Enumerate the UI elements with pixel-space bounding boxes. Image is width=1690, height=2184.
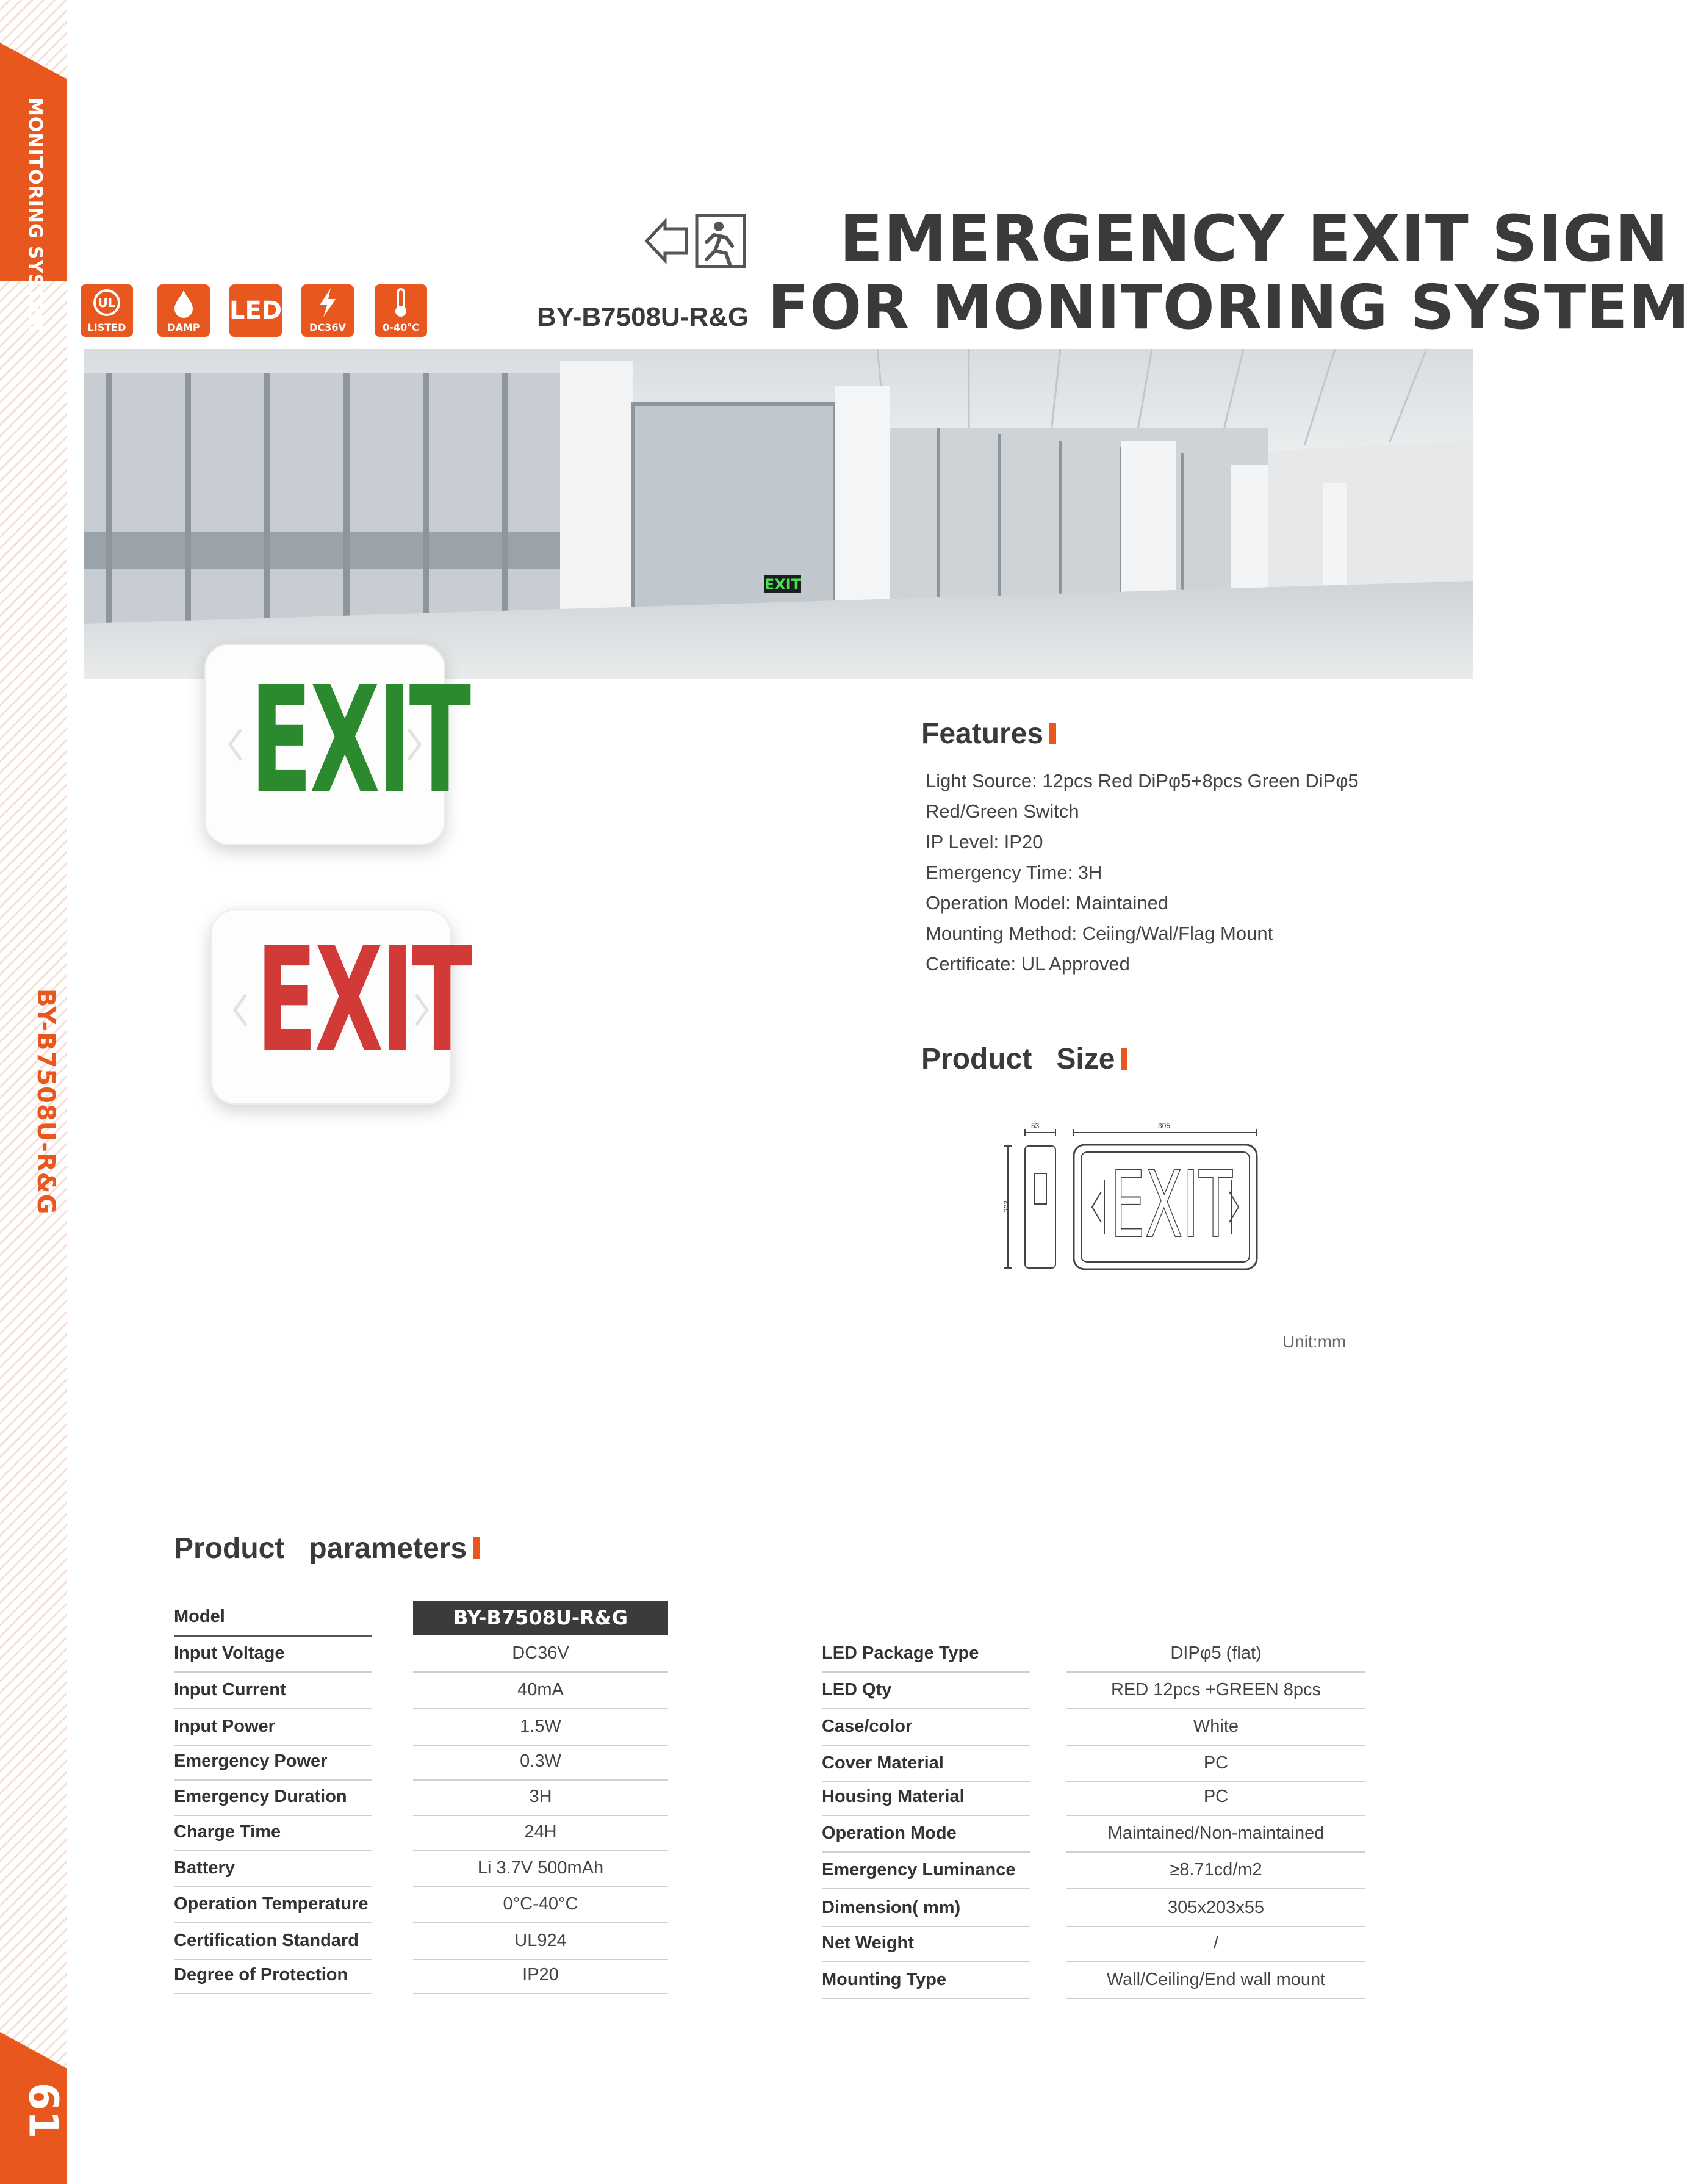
divider: [822, 1851, 1030, 1853]
dim-height: 203: [1002, 1200, 1012, 1213]
param-label: Housing Material: [822, 1787, 965, 1806]
lightning-icon: DC36V: [301, 284, 354, 337]
model-code: BY-B7508U-R&G: [537, 302, 749, 332]
param-label: Operation Temperature: [174, 1894, 369, 1914]
divider: [822, 1745, 1030, 1746]
hero-image: [84, 349, 1473, 679]
feature-item: Mounting Method: Ceiing/Wal/Flag Mount: [926, 923, 1273, 944]
param-value: 305x203x55: [1167, 1898, 1265, 1917]
param-label: LED Qty: [822, 1680, 892, 1699]
divider: [413, 1850, 668, 1851]
divider: [822, 1708, 1030, 1709]
accent-bar: [1121, 1048, 1127, 1070]
green-exit-text: EXIT: [250, 655, 469, 826]
divider: [413, 1708, 668, 1709]
param-label: Emergency Luminance: [822, 1860, 1016, 1879]
damp-icon: DAMP: [157, 284, 210, 337]
drawing-exit-text: EXIT: [1110, 1152, 1233, 1258]
param-label: Dimension( mm): [822, 1898, 961, 1917]
feature-item: IP Level: IP20: [926, 831, 1043, 852]
divider: [174, 1993, 372, 1994]
side-section-label: MONITORING SYSTEM: [24, 98, 46, 333]
divider: [174, 1635, 372, 1637]
divider: [174, 1886, 372, 1887]
divider: [413, 1993, 668, 1994]
divider: [1066, 1851, 1365, 1853]
param-label: Input Current: [174, 1680, 286, 1699]
param-value: DC36V: [512, 1643, 569, 1663]
divider: [822, 1815, 1030, 1816]
divider: [1066, 1781, 1365, 1782]
dim-depth: 53: [1031, 1122, 1040, 1130]
divider: [174, 1850, 372, 1851]
param-value: Maintained/Non-maintained: [1107, 1823, 1325, 1843]
divider: [1066, 1888, 1365, 1889]
param-label: Emergency Duration: [174, 1787, 347, 1806]
product-size-title: Product Size: [921, 1042, 1127, 1076]
divider: [413, 1745, 668, 1746]
param-value: /: [1213, 1933, 1219, 1953]
divider: [174, 1959, 372, 1960]
led-icon: LED: [229, 284, 282, 337]
divider: [1066, 1926, 1365, 1927]
param-label: Input Power: [174, 1717, 275, 1736]
divider: [413, 1671, 668, 1673]
features-list: [926, 766, 1359, 979]
param-value: ≥8.71cd/m2: [1170, 1860, 1262, 1879]
param-label: Certification Standard: [174, 1931, 359, 1950]
divider: [413, 1959, 668, 1960]
param-label: Emergency Power: [174, 1751, 328, 1771]
param-value: 1.5W: [520, 1717, 561, 1736]
param-label: Net Weight: [822, 1933, 914, 1953]
param-value: 0°C-40°C: [503, 1894, 578, 1914]
param-label: Operation Mode: [822, 1823, 957, 1843]
param-value: 40mA: [517, 1680, 564, 1699]
feature-item: Red/Green Switch: [926, 801, 1079, 822]
dimension-drawing: [1001, 1122, 1269, 1274]
param-label: Mounting Type: [822, 1970, 947, 1989]
param-label: Degree of Protection: [174, 1965, 348, 1984]
param-value: Wall/Ceiling/End wall mount: [1106, 1970, 1326, 1989]
param-value: 24H: [524, 1822, 557, 1842]
divider: [1066, 1815, 1365, 1816]
red-exit-sign-image: [210, 909, 470, 1105]
divider: [1066, 1671, 1365, 1673]
feature-item: Emergency Time: 3H: [926, 862, 1102, 883]
divider: [1066, 1998, 1365, 1999]
param-label: Input Voltage: [174, 1643, 285, 1663]
divider: [174, 1815, 372, 1816]
divider: [174, 1671, 372, 1673]
ul-listed-icon: UL LISTED: [81, 284, 133, 337]
param-value: PC: [1203, 1753, 1229, 1773]
divider: [413, 1922, 668, 1923]
divider: [822, 1671, 1030, 1673]
divider: [1066, 1745, 1365, 1746]
divider: [413, 1886, 668, 1887]
divider: [822, 1781, 1030, 1782]
param-value: 3H: [529, 1787, 552, 1806]
param-value: IP20: [522, 1965, 559, 1984]
param-value: DIPφ5 (flat): [1170, 1643, 1262, 1663]
param-value: RED 12pcs +GREEN 8pcs: [1110, 1680, 1321, 1699]
dim-width: 305: [1158, 1122, 1171, 1130]
divider: [1066, 1961, 1365, 1962]
divider: [822, 1998, 1030, 1999]
svg-text:EXIT: EXIT: [764, 576, 802, 593]
param-value: PC: [1203, 1787, 1229, 1806]
feature-item: Light Source: 12pcs Red DiPφ5+8pcs Green DiPφ5: [926, 770, 1359, 791]
parameters-title: Product parameters: [174, 1532, 480, 1565]
param-value: 0.3W: [520, 1751, 561, 1771]
page-number: 61: [20, 2082, 67, 2139]
model-value: BY-B7508U-R&G: [413, 1601, 668, 1635]
param-value: UL924: [514, 1931, 567, 1950]
feature-item: Operation Model: Maintained: [926, 892, 1169, 914]
param-label: Charge Time: [174, 1822, 281, 1842]
divider: [822, 1926, 1030, 1927]
param-label: Cover Material: [822, 1753, 944, 1773]
divider: [413, 1815, 668, 1816]
exit-arrow-icon: [628, 211, 750, 275]
unit-label: Unit:mm: [1282, 1332, 1347, 1351]
divider: [822, 1961, 1030, 1962]
param-label: Case/color: [822, 1717, 913, 1736]
green-exit-sign-image: [204, 644, 469, 845]
thermometer-icon: 0-40°C: [375, 284, 427, 337]
param-label: LED Package Type: [822, 1643, 979, 1663]
divider: [822, 1888, 1030, 1889]
divider: [174, 1779, 372, 1781]
divider: [174, 1708, 372, 1709]
param-label: Battery: [174, 1858, 235, 1878]
page-title-line2: FOR MONITORING SYSTEM: [768, 272, 1690, 343]
divider: [413, 1779, 668, 1781]
model-label: Model: [174, 1607, 225, 1626]
divider: [1066, 1708, 1365, 1709]
accent-bar: [473, 1537, 480, 1559]
divider: [174, 1745, 372, 1746]
accent-bar: [1049, 723, 1056, 744]
features-title: Features: [921, 717, 1056, 751]
page-title-line1: EMERGENCY EXIT SIGN: [840, 201, 1669, 276]
param-value: White: [1193, 1717, 1239, 1736]
side-model-label: BY-B7508U-R&G: [32, 989, 60, 1215]
param-value: Li 3.7V 500mAh: [477, 1858, 604, 1878]
feature-item: Certificate: UL Approved: [926, 953, 1130, 975]
divider: [174, 1922, 372, 1923]
red-exit-text: EXIT: [256, 917, 470, 1084]
